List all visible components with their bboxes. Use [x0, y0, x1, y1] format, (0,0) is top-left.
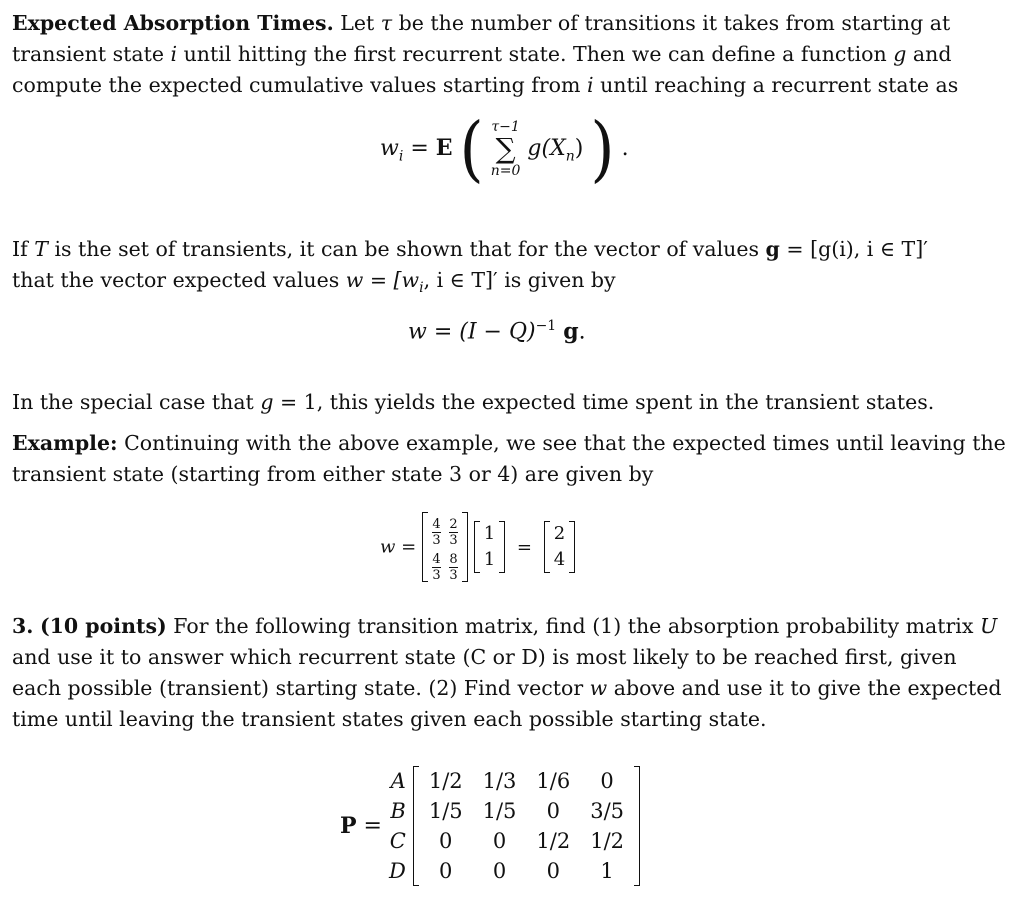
- m11: $\frac{4}{3}$: [432, 517, 441, 548]
- p3-c: = 1, this yields the expected time spent in the transient states.: [279, 390, 935, 414]
- problem-text-d: first, given each possible (transient) starting state. (2) Find vector: [12, 645, 957, 700]
- eq2-lhs: w = (I − Q): [408, 319, 536, 345]
- eq3-equals: =: [516, 536, 532, 558]
- matrix-cell: 3/5: [590, 799, 625, 823]
- matrix-cell: 0: [546, 859, 560, 883]
- matrix-cell: 0: [600, 769, 614, 793]
- row-labels: [389, 766, 406, 886]
- sum-lower-limit: n=0: [490, 163, 521, 179]
- matrix-cell: 1/5: [482, 799, 517, 823]
- g-symbol: g: [893, 42, 907, 66]
- m21: $\frac{4}{3}$: [432, 552, 441, 583]
- result-vector: [544, 521, 575, 573]
- matrix-cell: 1/5: [428, 799, 463, 823]
- transition-matrix: [340, 766, 640, 886]
- v2: 1: [483, 549, 496, 570]
- eq1-equals: =: [410, 136, 429, 161]
- summation: [491, 120, 521, 178]
- problem-number: 3.: [12, 614, 34, 638]
- p2-b: is the set of transients, it can be shown that for the vector of values: [54, 237, 759, 261]
- problem-text-b: matrix: [905, 614, 974, 638]
- example-equation: [380, 512, 575, 582]
- intro-text-e: until reaching a recurrent state as: [600, 73, 959, 97]
- p2-d: that the vector expected values: [12, 268, 340, 292]
- example-text-a: Continuing with the above example, we see that the expected times until leaving: [124, 431, 966, 455]
- m22: $\frac{8}{3}$: [449, 552, 458, 583]
- v1: 1: [483, 523, 496, 544]
- row-label-d: D: [388, 859, 406, 883]
- w-formula: [408, 318, 586, 344]
- r2: 4: [553, 549, 566, 570]
- ones-vector: [474, 521, 505, 573]
- p3-g: g: [260, 390, 274, 414]
- p3-a: In the special case that: [12, 390, 254, 414]
- row-label-a: A: [390, 769, 406, 793]
- p2-T: T: [34, 237, 48, 261]
- eq2-end: .: [578, 319, 586, 345]
- p2-f: , i ∈ T]′ is given by: [423, 268, 616, 292]
- p2-e-sub: i: [419, 280, 424, 297]
- intro-text-c: until hitting the first recurrent state. Then we can define a function: [183, 42, 887, 66]
- example-paragraph: [12, 428, 1007, 490]
- sigma-symbol: ∑: [495, 132, 516, 165]
- eq1-term-end: ): [574, 136, 584, 161]
- eq2-g: g: [563, 318, 579, 345]
- p2-gvec: g: [765, 237, 780, 261]
- p2-a: If: [12, 237, 28, 261]
- matrix-cell: 1/2: [590, 829, 625, 853]
- intro-paragraph: [12, 8, 1007, 101]
- example-label: Example:: [12, 431, 118, 455]
- matrix-row: [419, 826, 634, 856]
- special-case-paragraph: [12, 387, 1007, 418]
- expected-value-equation: [380, 106, 629, 191]
- sum-upper-limit: τ−1: [491, 119, 520, 135]
- problem-text-e: above and use it to: [613, 676, 811, 700]
- matrix-cell: 1/3: [482, 769, 517, 793]
- fundamental-matrix: [422, 512, 468, 582]
- row-label-b: B: [390, 799, 406, 823]
- eq1-lhs: w: [380, 136, 399, 161]
- problem-U: U: [979, 614, 998, 638]
- matrix-cell: 1/2: [536, 829, 571, 853]
- i-symbol: i: [170, 42, 178, 66]
- problem-points: (10 points): [39, 614, 167, 638]
- matrix-row: [419, 856, 634, 886]
- eq1-term-sub: n: [565, 148, 575, 165]
- left-paren: (: [459, 106, 484, 191]
- p2-c: = [g(i), i ∈ T]′: [786, 237, 928, 261]
- p-matrix-body: [413, 766, 640, 886]
- problem-text-f: give the expected time until leaving the transient states given each possible starting state.: [12, 676, 1002, 731]
- intro-text-d: and compute the expected cumulative values starting from: [12, 42, 952, 97]
- matrix-cell: 0: [492, 859, 507, 883]
- matrix-cell: 0: [439, 829, 453, 853]
- problem-text-c: and use it to answer which recurrent state (C or D) is most likely to be reached: [12, 645, 839, 669]
- eq1-lhs-sub: i: [398, 148, 404, 165]
- matrix-cell: 0: [546, 799, 560, 823]
- eq3-lhs: w =: [380, 536, 417, 558]
- eq1-expectation: E: [435, 135, 453, 161]
- problem-text-a: For the following transition matrix, find (1) the absorption probability: [173, 614, 900, 638]
- p-lhs: P: [340, 813, 357, 839]
- p-equals: =: [363, 813, 382, 839]
- m12: $\frac{2}{3}$: [449, 517, 458, 548]
- matrix-cell: 0: [439, 859, 453, 883]
- matrix-cell: 1: [600, 859, 614, 883]
- right-paren: ): [590, 106, 615, 191]
- section-title: Expected Absorption Times.: [12, 11, 334, 35]
- p2-e: w = [w: [345, 268, 420, 292]
- matrix-cell: 1/2: [428, 769, 463, 793]
- intro-text-a: Let: [340, 11, 375, 35]
- matrix-cell: 0: [492, 829, 507, 853]
- problem-paragraph: [12, 611, 1007, 735]
- row-label-c: C: [389, 829, 406, 853]
- example-text-b: the transient state (starting from either state 3 or 4) are given by: [12, 431, 1006, 486]
- eq2-sup: −1: [535, 318, 557, 334]
- problem-w: w: [589, 676, 608, 700]
- matrix-cell: 1/6: [536, 769, 571, 793]
- i-symbol-2: i: [586, 73, 594, 97]
- r1: 2: [553, 523, 566, 544]
- matrix-row: [419, 796, 634, 826]
- tau-symbol: τ: [380, 11, 393, 35]
- transient-paragraph: [12, 234, 1007, 304]
- matrix-row: [419, 766, 634, 796]
- eq1-term: g(X: [527, 136, 566, 161]
- eq1-end: .: [621, 136, 629, 161]
- intro-text-b: be the number of transitions it takes from starting at transient state: [12, 11, 951, 66]
